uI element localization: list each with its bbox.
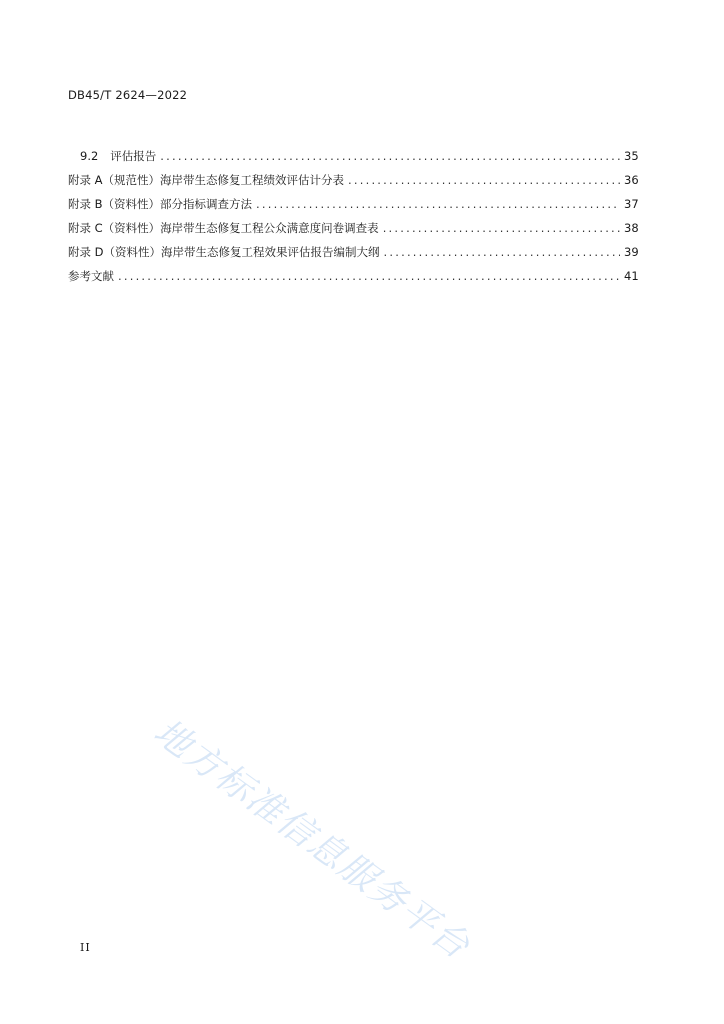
- toc-entry-title: 参考文献: [68, 269, 114, 283]
- toc-section-number: 9.2: [80, 149, 99, 163]
- toc-entry-title: 海岸带生态修复工程绩效评估计分表: [160, 173, 345, 187]
- toc-page-number: 41: [624, 269, 639, 283]
- toc-dot-leader: [160, 149, 620, 163]
- toc-page-number: 36: [624, 173, 639, 187]
- toc-page-number: 39: [624, 245, 639, 259]
- toc-page-number: 38: [624, 221, 639, 235]
- toc-entry-appendix-a[interactable]: [68, 172, 638, 196]
- footer-page-number: II: [80, 941, 91, 954]
- toc-entry-appendix-d[interactable]: [68, 244, 638, 268]
- toc-appendix-label: 附录 C（资料性）: [68, 221, 161, 235]
- toc-dot-leader: [348, 173, 620, 187]
- toc-appendix-label: 附录 B（资料性）: [68, 197, 161, 211]
- toc-entry-appendix-c[interactable]: [68, 220, 638, 244]
- document-id-header: DB45/T 2624—2022: [68, 88, 188, 102]
- toc-entry-9-2[interactable]: [68, 148, 638, 172]
- toc-appendix-label: 附录 D（资料性）: [68, 245, 162, 259]
- toc-dot-leader: [383, 221, 620, 235]
- toc-appendix-label: 附录 A（规范性）: [68, 173, 161, 187]
- toc-page-number: 37: [624, 197, 639, 211]
- watermark-text: 地方标准信息服务平台: [146, 711, 478, 968]
- toc-dot-leader: [384, 245, 620, 259]
- toc-page-number: 35: [624, 149, 639, 163]
- toc-entry-title: 部分指标调查方法: [160, 197, 253, 211]
- toc-entry-title: 海岸带生态修复工程公众满意度问卷调查表: [160, 221, 379, 235]
- toc-entry-references[interactable]: [68, 268, 638, 292]
- toc-dot-leader: [256, 197, 620, 211]
- toc-entry-title: 评估报告: [110, 149, 157, 163]
- toc-dot-leader: [118, 269, 620, 283]
- toc-entry-title: 海岸带生态修复工程效果评估报告编制大纲: [161, 245, 380, 259]
- toc-entry-appendix-b[interactable]: [68, 196, 638, 220]
- table-of-contents: [68, 148, 638, 292]
